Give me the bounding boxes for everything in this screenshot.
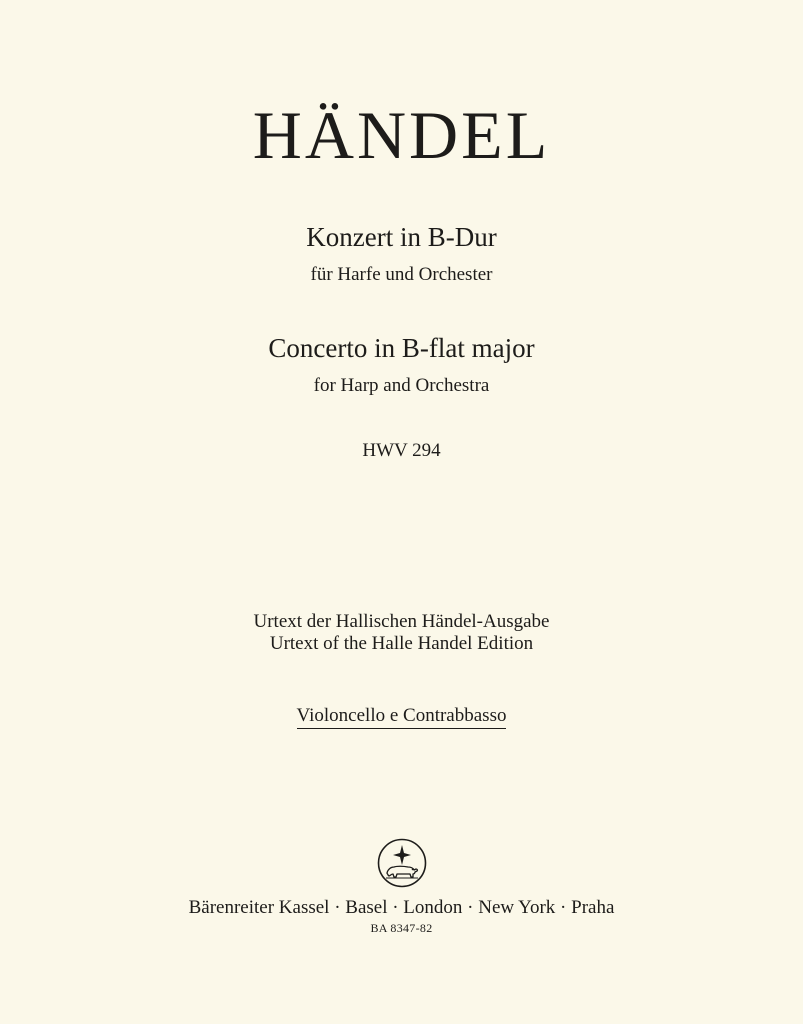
title-german: Konzert in B-Dur — [306, 222, 497, 252]
subtitle-english: for Harp and Orchestra — [313, 375, 490, 396]
title-english: Concerto in B-flat major — [268, 333, 535, 363]
baerenreiter-bear-star-logo-icon — [377, 838, 427, 888]
composer-name: HÄNDEL — [252, 97, 551, 173]
catalog-number: HWV 294 — [362, 440, 441, 461]
subtitle-german: für Harfe und Orchester — [310, 264, 493, 285]
edition-english: Urtext of the Halle Handel Edition — [269, 633, 534, 654]
order-number: BA 8347-82 — [370, 921, 433, 935]
publisher-line: Bärenreiter Kassel · Basel · London · New York · Praha — [188, 897, 615, 918]
instrument-part: Violoncello e Contrabbasso — [297, 706, 507, 729]
part-label-wrapper — [0, 706, 803, 729]
edition-german: Urtext der Hallischen Händel-Ausgabe — [253, 611, 550, 632]
